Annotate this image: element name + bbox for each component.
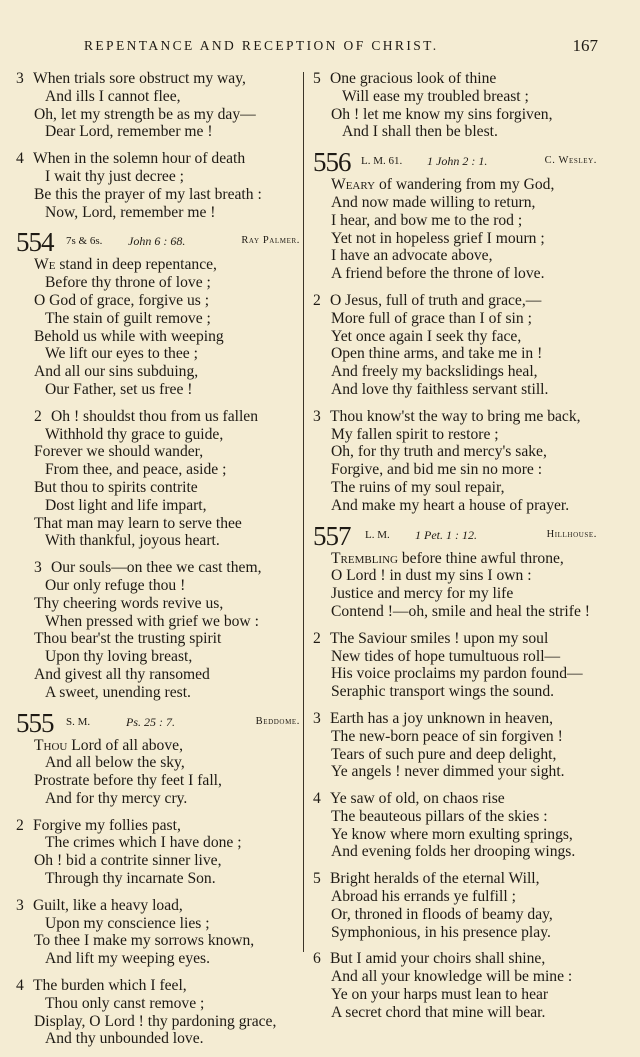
hymn-heading	[313, 520, 597, 551]
verse-line: Abroad his errands ye fulfill ;	[331, 888, 516, 906]
hymn-author: Beddome.	[255, 715, 300, 727]
verse-number: 3	[16, 896, 24, 914]
hymn-heading	[313, 147, 597, 178]
first-word: We	[34, 256, 56, 274]
verse-line: One gracious look of thine	[330, 70, 497, 87]
verse-line: And I shall then be blest.	[342, 123, 498, 141]
verse-line: A friend before the throne of love.	[331, 265, 545, 283]
verse-line: And all below the sky,	[45, 754, 185, 772]
verse-line: With thankful, joyous heart.	[45, 532, 220, 550]
verse-line: Justice and mercy for my life	[331, 585, 514, 603]
hymn-meter: S. M.	[66, 715, 91, 728]
stanza	[16, 817, 300, 888]
first-word: Thou	[34, 736, 68, 754]
verse-line: before thine awful throne,	[397, 549, 564, 567]
verse-line: I have an advocate above,	[331, 247, 493, 265]
verse-line: Our only refuge thou !	[45, 576, 186, 594]
verse-line: Withhold thy grace to guide,	[45, 425, 224, 443]
verse-number: 2	[313, 629, 321, 647]
verse-line: More full of grace than I of sin ;	[331, 309, 532, 327]
verse-line: When in the solemn hour of death	[33, 150, 246, 168]
verse-line: Thou bear'st the trusting spirit	[34, 630, 222, 648]
verse-line: Oh ! bid a contrite sinner live,	[34, 852, 222, 870]
verse-line: His voice proclaims my pardon found—	[331, 665, 583, 683]
stanza	[313, 790, 597, 861]
verse-line: Lord of all above,	[67, 736, 183, 754]
verse-line: Thy cheering words revive us,	[34, 594, 224, 612]
verse-line: And for thy mercy cry.	[45, 789, 188, 807]
verse-line: Yet not in hopeless grief I mourn ;	[331, 229, 545, 247]
verse-line: of wandering from my God,	[375, 176, 555, 194]
hymn-number: 555	[16, 707, 54, 738]
verse-line: Dost light and life impart,	[45, 496, 207, 514]
verse-line: And all your knowledge will be mine :	[331, 968, 573, 986]
hymn-number: 554	[16, 227, 54, 258]
stanza	[16, 70, 300, 141]
verse-line: Display, O Lord ! thy pardoning grace,	[34, 1012, 277, 1030]
verse-line: Forgive my follies past,	[33, 816, 181, 834]
verse-line: Contend !—oh, smile and heal the strife !	[331, 602, 590, 620]
stanza	[16, 977, 300, 1048]
verse-line: O Jesus, full of truth and grace,—	[330, 291, 542, 309]
verse-line: O Lord ! in dust my sins I own :	[331, 567, 532, 585]
verse-line: stand in deep repentance,	[55, 256, 217, 274]
verse-line: That man may learn to serve thee	[34, 514, 242, 532]
verse-number: 3	[16, 70, 24, 87]
verse-number: 3	[34, 559, 42, 577]
scripture-reference: 1 John 2 : 1.	[427, 154, 488, 169]
verse-line: Ye saw of old, on chaos rise	[330, 790, 505, 808]
hymn-number: 557	[313, 520, 351, 551]
verse-line: Through thy incarnate Son.	[45, 870, 216, 888]
verse-line: O God of grace, forgive us ;	[34, 291, 210, 309]
left-column	[16, 70, 300, 1057]
verse-number: 6	[313, 950, 321, 968]
verse-line: And ills I cannot flee,	[45, 87, 181, 105]
verse-line: Thou only canst remove ;	[45, 994, 205, 1012]
stanza	[313, 710, 597, 781]
stanza	[16, 559, 300, 701]
verse-line: And freely my backslidings heal,	[331, 363, 538, 381]
verse-line: And givest all thy ransomed	[34, 665, 210, 683]
stanza	[313, 870, 597, 941]
hymn-author: Ray Palmer.	[241, 235, 300, 247]
verse-line: The Saviour smiles ! upon my soul	[330, 629, 549, 647]
verse-number: 4	[16, 150, 24, 168]
verse-line: Be this the prayer of my last breath :	[34, 185, 262, 203]
stanza	[313, 630, 597, 701]
verse-number: 5	[313, 870, 321, 888]
hymn-heading	[16, 707, 300, 738]
stanza	[313, 70, 597, 141]
verse-line: And evening folds her drooping wings.	[331, 843, 576, 861]
verse-number: 2	[34, 407, 42, 425]
verse-line: The new-born peace of sin forgiven !	[331, 727, 563, 745]
verse-line: From thee, and peace, aside ;	[45, 461, 227, 479]
verse-line: Oh, for thy truth and mercy's sake,	[331, 443, 547, 461]
stanza	[313, 176, 597, 283]
verse-line: To thee I make my sorrows known,	[34, 932, 255, 950]
verse-line: Oh ! let me know my sins forgiven,	[331, 105, 553, 123]
page-number: 167	[572, 36, 598, 55]
verse-line: The beauteous pillars of the skies :	[331, 807, 548, 825]
column-divider	[303, 72, 304, 952]
verse-line: But I amid your choirs shall shine,	[330, 950, 546, 968]
verse-line: Bright heralds of the eternal Will,	[330, 870, 540, 888]
verse-line: Yet once again I seek thy face,	[331, 327, 522, 345]
verse-line: And love thy faithless servant still.	[331, 380, 549, 398]
verse-line: Behold us while with weeping	[34, 327, 224, 345]
verse-line: When trials sore obstruct my way,	[33, 70, 246, 87]
verse-line: And all our sins subduing,	[34, 363, 199, 381]
stanza	[313, 292, 597, 399]
verse-line: The stain of guilt remove ;	[45, 309, 211, 327]
verse-line: Prostrate before thy feet I fall,	[34, 772, 222, 790]
verse-line: And lift my weeping eyes.	[45, 950, 210, 968]
stanza	[16, 737, 300, 808]
right-column	[313, 70, 597, 1031]
verse-number: 5	[313, 70, 321, 87]
hymn-meter: L. M. 61.	[361, 155, 403, 168]
verse-line: When pressed with grief we bow :	[45, 612, 259, 630]
verse-line: But thou to spirits contrite	[34, 478, 198, 496]
verse-line: Guilt, like a heavy load,	[33, 896, 183, 914]
stanza	[16, 897, 300, 968]
running-title: REPENTANCE AND RECEPTION OF CHRIST.	[84, 38, 439, 53]
page-header	[0, 38, 640, 60]
verse-line: Open thine arms, and take me in !	[331, 345, 543, 363]
verse-line: The burden which I feel,	[33, 977, 187, 995]
scripture-reference: Ps. 25 : 7.	[126, 714, 175, 729]
verse-line: The ruins of my soul repair,	[331, 478, 505, 496]
stanza	[16, 256, 300, 398]
first-word: Trembling	[331, 549, 398, 567]
verse-number: 3	[313, 407, 321, 425]
verse-line: Forgive, and bid me sin no more :	[331, 461, 543, 479]
scripture-reference: 1 Pet. 1 : 12.	[415, 527, 477, 542]
verse-line: And thy unbounded love.	[45, 1030, 204, 1048]
verse-number: 2	[16, 816, 24, 834]
stanza	[16, 408, 300, 550]
verse-line: Ye angels ! never dimmed your sight.	[331, 763, 565, 781]
verse-line: Or, throned in floods of beamy day,	[331, 905, 553, 923]
hymn-number: 556	[313, 147, 351, 178]
verse-line: Symphonious, in his presence play.	[331, 923, 551, 941]
verse-line: I hear, and bow me to the rod ;	[331, 211, 523, 229]
verse-line: And make my heart a house of prayer.	[331, 496, 570, 514]
verse-line: A sweet, unending rest.	[45, 683, 191, 701]
verse-line: Oh ! shouldst thou from us fallen	[51, 407, 259, 425]
stanza	[313, 408, 597, 515]
scripture-reference: John 6 : 68.	[128, 234, 186, 249]
verse-line: Oh, let my strength be as my day—	[34, 105, 256, 123]
stanza	[16, 150, 300, 221]
verse-line: Before thy throne of love ;	[45, 274, 211, 292]
stanza	[313, 550, 597, 621]
verse-line: Upon thy loving breast,	[45, 648, 193, 666]
hymn-meter: L. M.	[365, 528, 390, 541]
verse-line: Seraphic transport wings the sound.	[331, 683, 555, 701]
verse-line: Tears of such pure and deep delight,	[331, 745, 557, 763]
verse-line: Ye know where morn exulting springs,	[331, 825, 573, 843]
verse-number: 4	[313, 790, 321, 808]
verse-line: Thou know'st the way to bring me back,	[330, 407, 581, 425]
stanza	[313, 950, 597, 1021]
verse-number: 4	[16, 977, 24, 995]
verse-line: We lift our eyes to thee ;	[45, 345, 198, 363]
hymn-meter: 7s & 6s.	[66, 235, 103, 248]
verse-line: The crimes which I have done ;	[45, 834, 242, 852]
verse-line: Upon my conscience lies ;	[45, 914, 210, 932]
verse-line: Dear Lord, remember me !	[45, 123, 213, 141]
verse-line: I wait thy just decree ;	[45, 167, 184, 185]
verse-line: Will ease my troubled breast ;	[342, 87, 529, 105]
verse-line: New tides of hope tumultuous roll—	[331, 647, 561, 665]
verse-line: Now, Lord, remember me !	[45, 203, 216, 221]
verse-line: Ye on your harps must lean to hear	[331, 986, 549, 1004]
verse-line: Our Father, set us free !	[45, 380, 193, 398]
verse-line: My fallen spirit to restore ;	[331, 425, 499, 443]
verse-line: Our souls—on thee we cast them,	[51, 559, 262, 577]
verse-line: Forever we should wander,	[34, 443, 204, 461]
verse-line: And now made willing to return,	[331, 193, 536, 211]
first-word: Weary	[331, 176, 376, 194]
verse-number: 2	[313, 291, 321, 309]
hymn-heading	[16, 227, 300, 258]
verse-line: A secret chord that mine will bear.	[331, 1003, 546, 1021]
hymn-author: C. Wesley.	[544, 155, 597, 167]
verse-number: 3	[313, 709, 321, 727]
verse-line: Earth has a joy unknown in heaven,	[330, 709, 554, 727]
hymn-author: Hillhouse.	[546, 528, 597, 540]
